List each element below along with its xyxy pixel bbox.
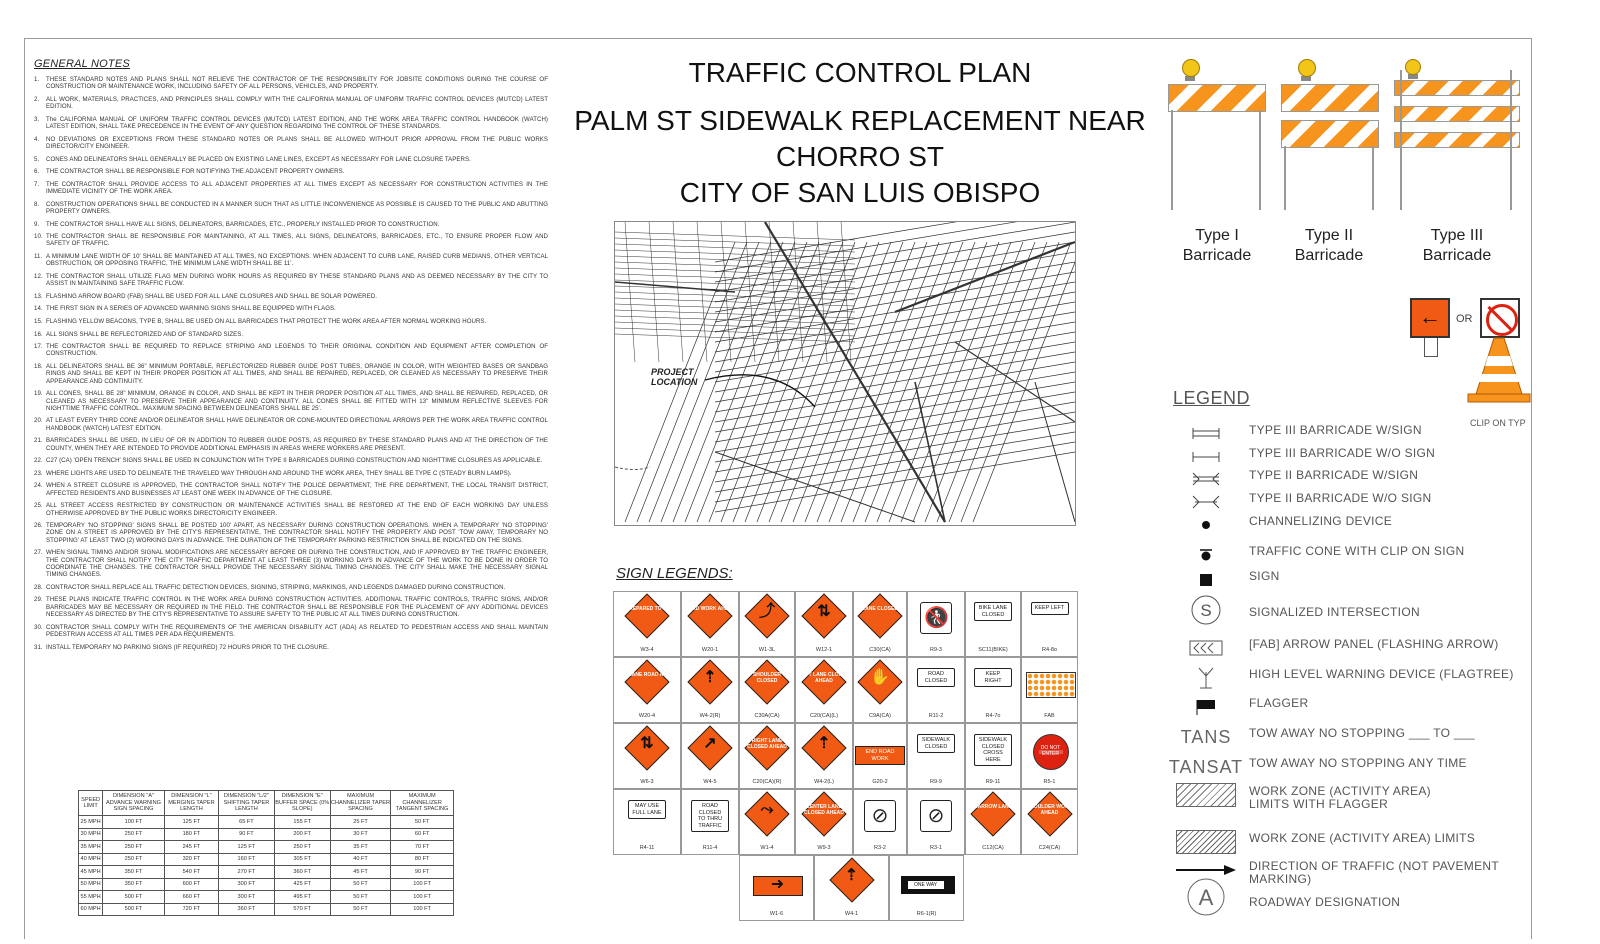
legend-label: FLAGGER xyxy=(1249,696,1309,710)
spacing-table-cell: 35 MPH xyxy=(79,841,103,854)
sign-text: RIGHT LANE CLOSED AHEAD xyxy=(747,738,787,750)
sign-legend-cell xyxy=(907,723,965,789)
legend-heading: LEGEND xyxy=(1173,388,1251,408)
sign-symbol-icon: ⇅ xyxy=(817,603,831,620)
sign-text: SIDEWALK CLOSED xyxy=(917,734,955,753)
general-note-item: 6. THE CONTRACTOR SHALL BE RESPONSIBLE FOR NOTIFYING THE ADJACENT PROPERTY OWNERS. xyxy=(34,168,345,176)
legend-fab-icon xyxy=(1163,638,1249,658)
legend-A-icon xyxy=(1163,885,1249,910)
spacing-table-row xyxy=(79,891,454,904)
sign-spacing-table xyxy=(78,790,454,916)
regulatory-sign-icon: 🚷 xyxy=(920,602,952,634)
sign-code: FAB xyxy=(1044,713,1055,719)
legend-label: CHANNELIZING DEVICE xyxy=(1249,514,1393,528)
spacing-table-header: DIMENSION "A" ADVANCE WARNING SIGN SPACING xyxy=(103,791,164,816)
sign-legend-cell xyxy=(853,657,907,723)
sign-code: C20(CA)(L) xyxy=(809,713,839,719)
legend-TANSAT-icon: TANSAT xyxy=(1168,756,1244,777)
spacing-table-cell: 60 MPH xyxy=(79,903,103,916)
sign-code: R5-1 xyxy=(1043,779,1056,785)
sign-code: R4-11 xyxy=(639,845,655,851)
sign-code: SC11(BIKE) xyxy=(978,647,1008,653)
spacing-table-cell: 270 FT xyxy=(219,866,275,879)
legend-item xyxy=(1163,784,1533,811)
general-note-item: 22. C27 (CA) 'OPEN TRENCH' SIGNS SHALL BE USED IN CONJUNCTION WITH TYPE II BARRICADES DURING CONSTRUCTION AND NIGHTTIME CLOSURES AS APPLICABLE. xyxy=(34,457,543,465)
project-location-label: PROJECT LOCATION xyxy=(651,367,698,387)
spacing-table-cell: 495 FT xyxy=(274,891,330,904)
spacing-table-cell: 245 FT xyxy=(164,841,218,854)
svg-text:S: S xyxy=(1200,601,1212,620)
spacing-table-row xyxy=(79,828,454,841)
regulatory-sign-icon: ⊘ xyxy=(864,800,896,832)
legend-label: TYPE II BARRICADE W/O SIGN xyxy=(1249,491,1432,505)
legend-item xyxy=(1163,885,1533,916)
legend-item xyxy=(1163,469,1533,489)
spacing-table-cell: 40 MPH xyxy=(79,853,103,866)
sign-legends-grid xyxy=(613,591,1078,917)
vicinity-map xyxy=(614,221,1076,526)
sign-code: R6-1(R) xyxy=(916,911,937,917)
sign-text: BIKE LANE CLOSED xyxy=(974,602,1012,621)
spacing-table-cell: 50 FT xyxy=(330,878,391,891)
legend-label: TRAFFIC CONE WITH CLIP ON SIGN xyxy=(1249,544,1465,558)
legend-dot-icon xyxy=(1163,515,1249,535)
sign-code: W4-5 xyxy=(703,779,717,785)
title-line-2: PALM ST SIDEWALK REPLACEMENT NEAR xyxy=(574,105,1146,136)
general-note-item: 18. ALL DELINEATORS SHALL BE 36" MINIMUM PORTABLE, REFLECTORIZED RUBBER GUIDE POST TUBES, ORANGE IN COLOR, WITH WEIGHTED BASES OR SANDBAG RINGS AND SHALL BE KEPT IN THEIR PROPER POSITION AT ALL TIMES, AND SHALL BE REPAIRED, REPLACED, OR CLEANED AS NECESSARY TO PRESERVE THEIR APPEARANCE AND CONTINUITY. xyxy=(34,363,548,385)
sign-code: R4-7o xyxy=(985,713,1001,719)
sign-legend-cell xyxy=(907,591,965,657)
general-notes xyxy=(34,58,548,656)
legend-label: WORK ZONE (ACTIVITY AREA) LIMITS xyxy=(1249,831,1476,845)
spacing-table-header: MAXIMUM CHANNELIZER TAPER SPACING xyxy=(330,791,391,816)
sign-text: SIDEWALK CLOSED CROSS HERE xyxy=(974,734,1012,766)
legend-label: WORK ZONE (ACTIVITY AREA) LIMITS WITH FLAGGER xyxy=(1249,784,1431,811)
general-notes-heading: GENERAL NOTES xyxy=(34,58,130,70)
general-note-item: 28. CONTRACTOR SHALL REPLACE ALL TRAFFIC DETECTION DEVICES, SIGNING, STRIPING, MARKINGS, AND LEGENDS DAMAGED DURING CONSTRUCTION. xyxy=(34,583,506,591)
general-note-item: 8. CONSTRUCTION OPERATIONS SHALL BE CONDUCTED IN A MANNER SUCH THAT AS LITTLE INCONVENIENCE AS POSSIBLE IS CAUSED TO THE PUBLIC AND ABUTTING PROPERTY OWNERS. xyxy=(34,200,548,215)
legend-item xyxy=(1163,832,1533,852)
spacing-table-cell: 25 FT xyxy=(330,816,391,829)
sign-legend-cell xyxy=(965,723,1021,789)
warning-sign-diamond xyxy=(624,593,669,638)
spacing-table-cell: 250 FT xyxy=(103,853,164,866)
sign-code: R3-2 xyxy=(874,845,886,851)
sign-legend-cell xyxy=(613,591,681,657)
general-note-item: 11. A MINIMUM LANE WIDTH OF 10' SHALL BE MAINTAINED AT ALL TIMES, NO EXCEPTIONS. WHEN ADJACENT TO CURB LANE, RAISED CURB MEDIANS, OTHER VERTICAL OBSTRUCTION, OR OPPOSING TRAFFIC, THE MINIMUM LANE WIDTH SHALL BE 11'. xyxy=(34,253,548,268)
legend-item xyxy=(1163,492,1533,512)
legend-item xyxy=(1163,515,1533,535)
general-note-item: 9. THE CONTRACTOR SHALL HAVE ALL SIGNS, DELINEATORS, BARRICADES, ETC., PROPERLY INSTALLED PRIOR TO CONSTRUCTION. xyxy=(34,220,440,228)
legend-label: ROADWAY DESIGNATION xyxy=(1249,895,1401,909)
sign-text: CENTER LANE CLOSED AHEAD xyxy=(804,804,844,816)
sign-code: C24(CA) xyxy=(1038,845,1061,851)
legend-label: SIGNALIZED INTERSECTION xyxy=(1249,605,1420,619)
spacing-table-cell: 300 FT xyxy=(219,891,275,904)
spacing-table-header: DIMENSION "L" MERGING TAPER LENGTH xyxy=(164,791,218,816)
plan-title xyxy=(552,55,1168,211)
spacing-table-cell: 50 MPH xyxy=(79,878,103,891)
legend-flagger-icon xyxy=(1163,697,1249,717)
general-note-item: 12. THE CONTRACTOR SHALL UTILIZE FLAG MEN DURING WORK HOURS AS REQUIRED BY THESE STANDARD PLANS AND AS DEEMED NECESSARY BY THE CITY TO ASSIST IN MAINTAINING SAFE TRAFFIC FLOW. xyxy=(34,272,548,288)
spacing-table-cell: 180 FT xyxy=(164,828,218,841)
sign-code: C30A(CA) xyxy=(754,713,780,719)
spacing-table-cell: 35 FT xyxy=(330,841,391,854)
general-note-item: 4. NO DEVIATIONS OR EXCEPTIONS FROM THESE STANDARD NOTES OR PLANS SHALL BE ALLOWED WITHOUT PRIOR APPROVAL FROM THE PUBLIC WORKS DIRECTOR/CITY ENGINEER. xyxy=(34,135,548,150)
sign-text: BE PREPARED TO STOP xyxy=(617,606,677,612)
or-label: OR xyxy=(1456,313,1473,325)
legend-item xyxy=(1163,570,1533,590)
legend-label: HIGH LEVEL WARNING DEVICE (FLAGTREE) xyxy=(1249,667,1514,681)
sign-code: W1-6 xyxy=(769,911,784,917)
spacing-table-row xyxy=(79,816,454,829)
sign-legend-cell xyxy=(681,591,739,657)
general-note-item: 21. BARRICADES SHALL BE USED, IN LIEU OF OR IN ADDITION TO RUBBER GUIDE POSTS, AS REQUIRED BY THESE STANDARD PLANS AND AT THE DIRECTION OF THE COUNTY, WHEN THEY ARE INTENDED TO PROVIDE ADDITIONAL EMPHASIS IN AREAS WHERE WORKERS ARE PRESENT. xyxy=(34,437,548,452)
legend-label: SIGN xyxy=(1249,569,1280,583)
general-note-item: 14. THE FIRST SIGN IN A SERIES OF ADVANCED WARNING SIGNS SHALL BE EQUIPPED WITH FLAGS. xyxy=(34,305,336,313)
sign-text: ONE LANE ROAD AHEAD xyxy=(616,672,678,678)
sign-legend-cell xyxy=(613,657,681,723)
spacing-table-cell: 300 FT xyxy=(219,878,275,891)
sign-symbol-icon: ⇡ xyxy=(817,735,831,752)
legend-item xyxy=(1163,638,1533,658)
general-note-item: 29. THESE PLANS INDICATE TRAFFIC CONTROL IN THE WORK AREA DURING CONSTRUCTION ACTIVITIES. ADDITIONAL TRAFFIC CONTROLS, TRAFFIC SIGNS, AND/OR BARRICADES MAY BE NECESSARY OR REQUIRED IN THE FIELD. THE CONTRACTOR SHALL BE RESPONSIBLE FOR THE PLACEMENT OF ANY ADDITIONAL DEVICES NECESSARY AS DIRECTED BY THE CITY'S REPRESENTATIVE TO ASSURE SAFETY TO THE PUBLIC AT ALL TIMES DURING CONSTRUCTION. xyxy=(34,596,548,619)
general-note-item: 27. WHEN SIGNAL TIMING AND/OR SIGNAL MODIFICATIONS ARE NECESSARY BEFORE OR DURING THE CONSTRUCTION, AND IF APPROVED BY THE TRAFFIC ENGINEER, THE CONTRACTOR SHALL NOTIFY THE CITY TRAFFIC DEPARTMENT AT LEAST THREE (3) WORKING DAYS IN ADVANCE OF THE WORK TO BE DONE IN ORDER TO COORDINATE THE CHANGES. THE CONTRACTOR SHALL PROVIDE THE NECESSARY SIGNAL TIMING CHANGES. THE CITY SHALL MAKE THE NECESSARY SIGNAL TIMING CHANGES. xyxy=(34,549,548,579)
legend-label: TYPE III BARRICADE W/O SIGN xyxy=(1249,446,1436,460)
sign-text: SHOULDER CLOSED xyxy=(752,672,782,684)
spacing-table-header: DIMENSION "L/2" SHIFTING TAPER LENGTH xyxy=(219,791,275,816)
general-note-item: 19. ALL CONES, SHALL BE 28" MINIMUM, ORANGE IN COLOR, AND SHALL BE KEPT IN THEIR PROPER POSITION AT ALL TIMES, AND SHALL BE REPAIRED, REPLACED, OR CLEANED AS NECESSARY TO PRESERVE THEIR APPEARANCE AND CONTINUITY. ALL CONES SHALL BE FITTED WITH 13" MINIMUM REFLECTIVE SLEEVES FOR NIGHTTIME TRAFFIC CONTROL. MAXIMUM SPACING BETWEEN DELINEATORS SHALL BE 25'. xyxy=(34,390,548,412)
sign-legend-cell xyxy=(681,789,739,855)
sign-legend-cell xyxy=(795,789,853,855)
sign-symbol-icon: ⇡ xyxy=(844,867,859,884)
sign-text: LEFT LANE CLOSED AHEAD xyxy=(799,672,849,684)
sign-legend-cell xyxy=(739,591,795,657)
sign-code: W4-2(R) xyxy=(699,713,721,719)
spacing-table-cell: 160 FT xyxy=(219,853,275,866)
spacing-table-cell: 125 FT xyxy=(164,816,218,829)
spacing-table-cell: 90 FT xyxy=(391,866,454,879)
flashing-arrow-board-icon xyxy=(1026,672,1076,698)
no-left-turn-sign xyxy=(1480,298,1520,338)
sign-symbol-icon: ↗ xyxy=(703,735,717,752)
sign-legend-cell xyxy=(1021,789,1078,855)
sign-legend-cell xyxy=(814,855,889,921)
sign-symbol-icon: ⇡ xyxy=(703,669,717,686)
sign-code: R9-9 xyxy=(930,779,942,785)
general-note-item: 25. ALL STREET ACCESS RESTRICTED BY CONSTRUCTION OR MAINTENANCE ACTIVITIES SHALL BE RESTORED AT THE END OF EACH WORKING DAY UNLESS OTHERWISE APPROVED BY THE PUBLIC WORKS DIRECTOR/CITY ENGINEER. xyxy=(34,502,548,517)
sign-text: ROAD CLOSED TO THRU TRAFFIC xyxy=(691,800,729,832)
legend-hatch-flagger-icon xyxy=(1163,785,1249,805)
do-not-enter-sign xyxy=(1033,734,1069,770)
legend-item xyxy=(1163,545,1533,565)
spacing-table-cell: 500 FT xyxy=(103,903,164,916)
sign-text: NARROW LANE xyxy=(973,804,1013,810)
sign-text: MAY USE FULL LANE xyxy=(628,800,666,819)
one-way-sign: ONE WAY xyxy=(901,876,955,894)
sign-symbol-icon: ⤳ xyxy=(760,801,774,818)
sign-legend-cell xyxy=(853,591,907,657)
sign-code: W20-1 xyxy=(701,647,719,653)
legend-item xyxy=(1163,859,1533,886)
sign-code: R11-2 xyxy=(928,713,944,719)
spacing-table-cell: 100 FT xyxy=(391,878,454,891)
legend-type2-sign-icon xyxy=(1163,469,1249,489)
spacing-table-cell: 40 FT xyxy=(330,853,391,866)
sign-legend-cell xyxy=(907,657,965,723)
sign-code: W1-4 xyxy=(760,845,774,851)
spacing-table-row xyxy=(79,841,454,854)
spacing-table-cell: 100 FT xyxy=(391,903,454,916)
general-note-item: 13. FLASHING ARROW BOARD (FAB) SHALL BE USED FOR ALL LANE CLOSURES AND SHALL BE SOLAR POWERED. xyxy=(34,292,377,300)
general-note-item: 16. ALL SIGNS SHALL BE REFLECTORIZED AND OF STANDARD SIZES. xyxy=(34,330,244,338)
spacing-table-cell: 570 FT xyxy=(274,903,330,916)
sign-legend-cell xyxy=(795,723,853,789)
spacing-table-cell: 25 MPH xyxy=(79,816,103,829)
legend-label: TOW AWAY NO STOPPING ANY TIME xyxy=(1249,756,1467,770)
sign-legend-cell xyxy=(889,855,964,921)
legend-arrow-icon xyxy=(1163,860,1249,880)
spacing-table-row xyxy=(79,903,454,916)
sign-legend-cell xyxy=(795,657,853,723)
type-2-barricade xyxy=(1281,56,1381,211)
warning-sign-diamond xyxy=(857,593,902,638)
spacing-table-cell: 50 FT xyxy=(330,891,391,904)
sign-code: C20(CA)(R) xyxy=(752,779,782,785)
sign-code: R4-8o xyxy=(1042,647,1057,653)
sign-legend-cell xyxy=(681,657,739,723)
legend-item xyxy=(1163,727,1533,747)
general-note-item: 2. ALL WORK, MATERIALS, PRACTICES, AND PRINCIPLES SHALL COMPLY WITH THE CALIFORNIA MANUAL OF UNIFORM TRAFFIC CONTROL DEVICES (MUTCD) LATEST EDITION. xyxy=(34,95,548,111)
type-1-barricade xyxy=(1168,56,1268,211)
sign-code: R9-11 xyxy=(985,779,1001,785)
legend-type3-sign-icon xyxy=(1163,424,1249,444)
legend-item xyxy=(1163,757,1533,777)
large-arrow-sign-icon: ➜ xyxy=(753,876,803,896)
sign-code: G20-2 xyxy=(872,779,888,785)
sign-symbol-icon: ⇅ xyxy=(640,735,654,752)
type-1-label: Type I Barricade xyxy=(1182,227,1252,264)
general-note-item: 17. THE CONTRACTOR SHALL BE REQUIRED TO REPLACE STRIPING AND LEGENDS TO THEIR ORIGINAL CONDITION AND EQUIPMENT AFTER COMPLETION OF CONSTRUCTION. xyxy=(34,343,548,358)
spacing-table-cell: 60 FT xyxy=(391,828,454,841)
sign-code: W3-4 xyxy=(640,647,654,653)
sign-legend-cell xyxy=(613,789,681,855)
sign-legend-cell xyxy=(965,789,1021,855)
warning-sign-diamond xyxy=(970,791,1015,836)
legend-item xyxy=(1163,601,1533,626)
spacing-table-cell: 80 FT xyxy=(391,853,454,866)
spacing-table-cell: 720 FT xyxy=(164,903,218,916)
title-line-3: CHORRO ST xyxy=(776,141,944,172)
spacing-table-cell: 540 FT xyxy=(164,866,218,879)
general-notes-list xyxy=(34,76,548,651)
sign-legend-cell xyxy=(965,657,1021,723)
spacing-table-cell: 425 FT xyxy=(274,878,330,891)
legend-flagtree-icon xyxy=(1163,668,1249,688)
legend-label: DIRECTION OF TRAFFIC (NOT PAVEMENT MARKING) xyxy=(1249,859,1499,886)
legend-item xyxy=(1163,447,1533,467)
spacing-table-cell: 600 FT xyxy=(164,878,218,891)
type-2-label: Type II Barricade xyxy=(1294,227,1364,264)
traffic-cone-icon xyxy=(1466,336,1532,406)
sign-legend-cell xyxy=(1021,723,1078,789)
spacing-table-row xyxy=(79,866,454,879)
cone-clip-detail xyxy=(1408,296,1533,431)
spacing-table-cell: 50 FT xyxy=(330,903,391,916)
sign-text: END ROAD WORK xyxy=(855,746,905,765)
legend-label: TYPE II BARRICADE W/SIGN xyxy=(1249,468,1419,482)
sign-code: C12(CA) xyxy=(982,845,1004,851)
spacing-table-cell: 50 FT xyxy=(391,816,454,829)
legend-sign-icon xyxy=(1163,570,1249,590)
svg-text:A: A xyxy=(1198,885,1214,910)
general-note-item: 31. INSTALL TEMPORARY NO PARKING SIGNS (IF REQUIRED) 72 HOURS PRIOR TO THE CLOSURE. xyxy=(34,643,329,651)
legend-item xyxy=(1163,424,1533,444)
sign-text: KEEP LEFT xyxy=(1031,602,1069,615)
legend-label: TYPE III BARRICADE W/SIGN xyxy=(1249,423,1422,437)
sign-text: ROAD WORK AHEAD xyxy=(684,606,736,612)
spacing-table-cell: 155 FT xyxy=(274,816,330,829)
spacing-table-cell: 250 FT xyxy=(274,841,330,854)
sign-legend-cell xyxy=(1021,591,1078,657)
sign-legend-cell xyxy=(853,789,907,855)
legend-label: [FAB] ARROW PANEL (FLASHING ARROW) xyxy=(1249,637,1499,651)
warning-sign-diamond xyxy=(687,593,732,638)
general-note-item: 26. TEMPORARY 'NO STOPPING' SIGNS SHALL BE POSTED 100' APART, AS NECESSARY DURING CONSTRUCTION OPERATIONS. WHEN A TEMPORARY 'NO STOPPING' ZONE ON A STREET IS APPROVED BY THE CITY'S REPRESENTATIVE, THE CONTRACTOR SHALL NOTIFY THE PROPERTY AND POST 'TOW AWAY, TEMPORARY NO STOPPING' AT LEAST TWO (2) WORKING DAYS IN ADVANCE. THE DURATION OF THE TEMPORARY PARKING RESTRICTION SHALL BE INDICATED ON THE SIGNS. xyxy=(34,522,548,544)
spacing-table-row xyxy=(79,853,454,866)
spacing-table-cell: 45 MPH xyxy=(79,866,103,879)
sign-text: KEEP RIGHT xyxy=(974,668,1012,687)
type-3-barricade xyxy=(1394,56,1520,211)
legend-type2-icon xyxy=(1163,492,1249,512)
sign-symbol-icon: ✋ xyxy=(870,669,890,686)
sign-legend-cell xyxy=(739,723,795,789)
spacing-table-cell: 360 FT xyxy=(274,866,330,879)
sign-code: W1-3L xyxy=(758,647,776,653)
sign-code: C30(CA) xyxy=(869,647,891,653)
legend-cone-icon xyxy=(1163,545,1249,565)
general-note-item: 23. WHERE LIGHTS ARE USED TO DELINEATE THE TRAVELED WAY THROUGH AND AROUND THE WORK AREA, THEY SHALL BE TYPE C (STEADY BURN LAMPS). xyxy=(34,469,512,477)
sign-code: W12-1 xyxy=(815,647,833,653)
sign-legend-cell xyxy=(1021,657,1078,723)
sign-legend-cell xyxy=(907,789,965,855)
sign-legend-cell xyxy=(681,723,739,789)
sign-code: R11-4 xyxy=(702,845,718,851)
clip-bracket xyxy=(1424,338,1438,357)
sign-code: W6-3 xyxy=(640,779,654,785)
sign-text: LANE CLOSED xyxy=(862,606,898,612)
spacing-table-cell: 200 FT xyxy=(274,828,330,841)
sign-legend-cell xyxy=(795,591,853,657)
spacing-table-cell: 65 FT xyxy=(219,816,275,829)
title-line-4: CITY OF SAN LUIS OBISPO xyxy=(679,177,1041,208)
spacing-table-cell: 45 FT xyxy=(330,866,391,879)
spacing-table-header: DIMENSION "E" BUFFER SPACE (0% SLOPE) xyxy=(274,791,330,816)
general-note-item: 5. CONES AND DELINEATORS SHALL GENERALLY BE PLACED ON EXISTING LANE LINES, EXCEPT AS NECESSARY FOR LANE CLOSURE TAPERS. xyxy=(34,155,471,163)
general-note-item: 30. CONTRACTOR SHALL COMPLY WITH THE REQUIREMENTS OF THE AMERICAN DISABILITY ACT (ADA) AS RELATED TO PEDESTRIAN ACCESS AND SHALL MAINTAIN PEDESTRIAN ACCESS AT ALL TIMES PER ADA REQUIREMENTS. xyxy=(34,623,548,638)
general-note-item: 1. THESE STANDARD NOTES AND PLANS SHALL NOT RELIEVE THE CONTRACTOR OF THE RESPONSIBILITY FOR JOBSITE CONDITIONS DURING THE COURSE OF CONSTRUCTION OR MAINTENANCE WORK, INCLUDING SAFETY OF ALL PERSONS, VEHICLES, AND PROPERTY. xyxy=(34,76,548,91)
spacing-table-cell: 100 FT xyxy=(391,891,454,904)
sign-text: ROAD CLOSED xyxy=(917,668,955,687)
spacing-table-cell: 500 FT xyxy=(103,891,164,904)
spacing-table-cell: 250 FT xyxy=(103,841,164,854)
sign-code: R3-1 xyxy=(930,845,942,851)
sign-legend-cell xyxy=(613,723,681,789)
spacing-table-cell: 90 FT xyxy=(219,828,275,841)
general-note-item: 7. THE CONTRACTOR SHALL PROVIDE ACCESS TO ALL ADJACENT PROPERTIES AT ALL TIMES EXCEPT AS NECESSARY FOR CONSTRUCTION ACTIVITIES IN THE IMMEDIATE VICINITY OF THE WORK AREA. xyxy=(34,180,548,196)
spacing-table-header: SPEED LIMIT xyxy=(79,791,103,816)
sign-legend-cell xyxy=(853,723,907,789)
spacing-table-cell: 660 FT xyxy=(164,891,218,904)
spacing-table-cell: 70 FT xyxy=(391,841,454,854)
keep-left-arrow-sign: ← xyxy=(1410,298,1450,338)
sign-code: W4-2(L) xyxy=(814,779,834,785)
general-note-item: 10. THE CONTRACTOR SHALL BE RESPONSIBLE FOR MAINTAINING, AT ALL TIMES, ALL SIGNS, DELINEATORS, BARRICADES, ETC., TO ENSURE PROPER FLOW AND SAFETY OF TRAFFIC. xyxy=(34,233,548,248)
sign-code: R9-3 xyxy=(930,647,942,653)
warning-sign-diamond xyxy=(624,659,669,704)
sign-legend-cell xyxy=(739,855,814,921)
clip-on-caption: CLIP ON TYP xyxy=(1470,418,1526,428)
general-note-item: 3. The CALIFORNIA MANUAL OF UNIFORM TRAFFIC CONTROL DEVICES (MUTCD) LATEST EDITION, AND THE WORK AREA TRAFFIC CONTROL HANDBOOK (WATCH) LATEST EDITION, SHALL TAKE PRECEDENCE IN THE EVENT OF ANY QUESTION REGARDING THE CONTROL OF THESE STANDARDS. xyxy=(34,115,548,131)
spacing-table-cell: 360 FT xyxy=(219,903,275,916)
spacing-table-cell: 55 MPH xyxy=(79,891,103,904)
sign-legend-cell xyxy=(739,789,795,855)
sign-symbol-icon: ⤴ xyxy=(758,603,775,620)
sign-text: DO NOT ENTER xyxy=(1040,745,1061,757)
sign-legend-cell xyxy=(965,591,1021,657)
spacing-table-row xyxy=(79,878,454,891)
sign-code: W4-1 xyxy=(844,911,859,917)
legend-label: TOW AWAY NO STOPPING ___ TO ___ xyxy=(1249,726,1475,740)
spacing-table-cell: 100 FT xyxy=(103,816,164,829)
legend-type3-icon xyxy=(1163,447,1249,467)
spacing-table-header: MAXIMUM CHANNELIZER TANGENT SPACING xyxy=(391,791,454,816)
legend-TANS-icon: TANS xyxy=(1180,726,1232,747)
sign-code: W20-4 xyxy=(638,713,656,719)
general-note-item: 24. WHEN A STREET CLOSURE IS APPROVED, THE CONTRACTOR SHALL NOTIFY THE POLICE DEPARTMENT, THE FIRE DEPARTMENT, THE LOCAL TRANSIT DISTRICT, AFFECTED RESIDENTS AND BUSINESSES AT LEAST ONE WEEK IN ADVANCE OF THE CLOSURE. xyxy=(34,482,548,497)
sign-legends-heading: SIGN LEGENDS: xyxy=(616,565,733,582)
legend-item xyxy=(1163,697,1533,717)
regulatory-sign-icon: ⊘ xyxy=(920,800,952,832)
spacing-table-cell: 305 FT xyxy=(274,853,330,866)
spacing-table-cell: 350 FT xyxy=(103,866,164,879)
sign-text: SHOULDER WORK AHEAD xyxy=(1026,804,1073,816)
title-line-1: TRAFFIC CONTROL PLAN xyxy=(688,57,1032,88)
spacing-table-cell: 125 FT xyxy=(219,841,275,854)
spacing-table-cell: 350 FT xyxy=(103,878,164,891)
sign-code: W9-3 xyxy=(817,845,831,851)
sign-legend-cell xyxy=(739,657,795,723)
legend-S-icon xyxy=(1163,600,1249,620)
spacing-table-cell: 250 FT xyxy=(103,828,164,841)
legend-hatch-icon xyxy=(1163,832,1249,852)
legend-item xyxy=(1163,668,1533,688)
type-3-label: Type III Barricade xyxy=(1422,227,1492,264)
general-note-item: 20. AT LEAST EVERY THIRD CONE AND/OR DELINEATOR SHALL HAVE DELINEATOR OR CONE-MOUNTED DIRECTIONAL ARROWS PER THE WORK AREA TRAFFIC CONTROL HANDBOOK (WATCH) LATEST EDITION. xyxy=(34,417,548,432)
spacing-table-cell: 30 MPH xyxy=(79,828,103,841)
spacing-table-cell: 320 FT xyxy=(164,853,218,866)
spacing-table-cell: 30 FT xyxy=(330,828,391,841)
sign-code: C9A(CA) xyxy=(868,713,891,719)
general-note-item: 15. FLASHING YELLOW BEACONS, TYPE B, SHALL BE USED ON ALL BARRICADES THAT PROTECT THE WORK AREA AFTER NORMAL WORKING HOURS. xyxy=(34,317,487,325)
